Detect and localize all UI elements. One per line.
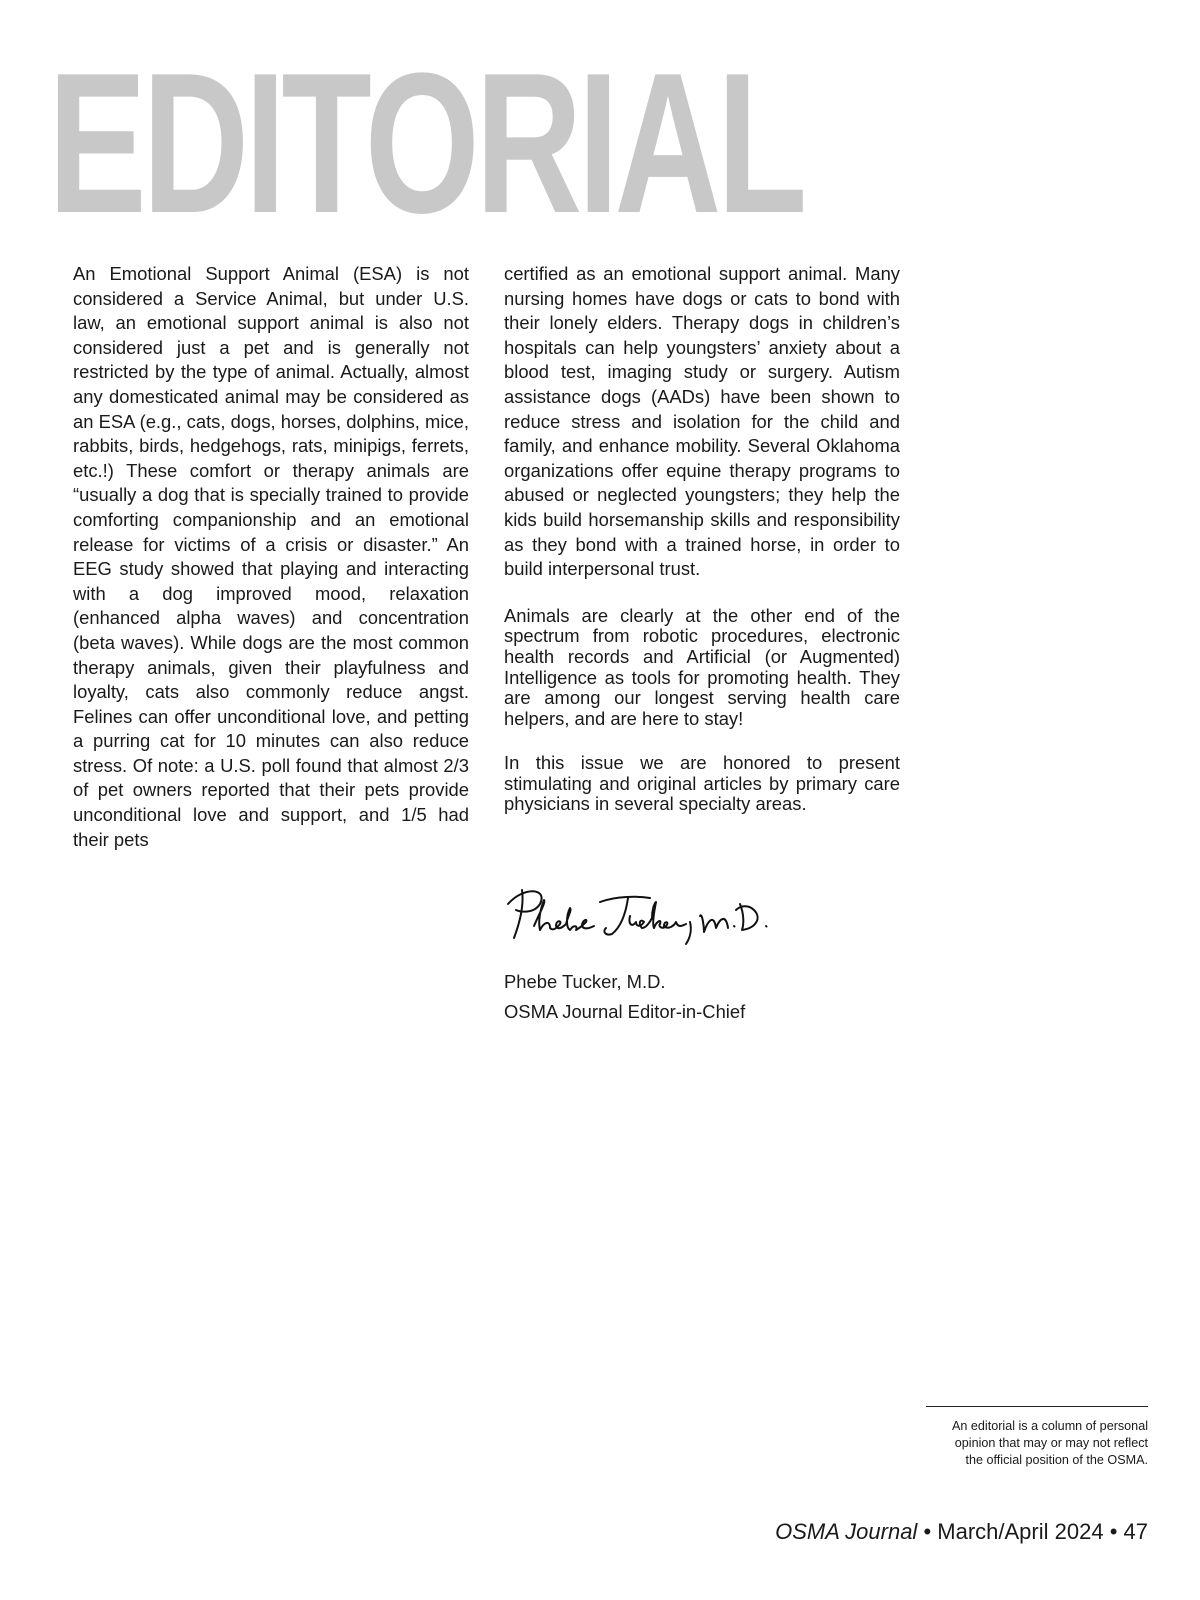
page-footer	[775, 1518, 1148, 1546]
body-paragraph: certified as an emotional support animal. Many nursing homes have dogs or cats to bond with their lonely elders. Therapy dogs in children’s hospitals can help youngsters’ anxiety about a blood test, imaging study or surgery. Autism assistance dogs (AADs) have been shown to reduce stress and isolation for the child and family, and enhance mobility. Several Oklahoma organizations offer equine therapy programs to abused or neglected youngsters; they help the kids build horsemanship skills and responsibility as they bond with a trained horse, in order to build interpersonal trust.	[504, 263, 900, 580]
footer-issue: March/April 2024	[937, 1519, 1104, 1544]
disclaimer-divider	[926, 1406, 1148, 1407]
page-masthead: EDITORIAL	[48, 32, 803, 255]
disclaimer-line: the official position of the OSMA.	[965, 1453, 1148, 1467]
author-name: Phebe Tucker, M.D.	[504, 971, 666, 992]
body-paragraph: In this issue we are honored to present stimulating and original articles by primary care physicians in several specialty areas.	[504, 752, 900, 815]
page-number: 47	[1123, 1519, 1148, 1544]
body-paragraph: Animals are clearly at the other end of the spectrum from robotic procedures, electronic health records and Artificial (or Augmented) Intelligence as tools for promoting health. They are among our longest serving health care helpers, and are here to stay!	[504, 604, 900, 729]
footer-separator: •	[917, 1519, 938, 1544]
footer-separator: •	[1103, 1519, 1124, 1544]
disclaimer-line: An editorial is a column of personal	[951, 1419, 1148, 1433]
author-title: OSMA Journal Editor-in-Chief	[504, 1001, 746, 1022]
disclaimer-note	[900, 1418, 1148, 1469]
disclaimer-line: opinion that may or may not reflect	[954, 1436, 1148, 1450]
footer-journal-name: OSMA Journal	[775, 1519, 918, 1544]
body-paragraph: An Emotional Support Animal (ESA) is not considered a Service Animal, but under U.S. law, an emotional support animal is also not considered just a pet and is generally not restricted by the type of animal. Actually, almost any domesticated animal may be considered as an ESA (e.g., cats, dogs, horses, dolphins, mice, rabbits, birds, hedgehogs, rats, minipigs, ferrets, etc.!) These comfort or therapy animals are “usually a dog that is specially trained to provide comforting companionship and an emotional release for victims of a crisis or disaster.” An EEG study showed that playing and interacting with a dog improved mood, relaxation (enhanced alpha waves) and concentration (beta waves). While dogs are the most common therapy animals, given their playfulness and loyalty, cats also commonly reduce angst. Felines can offer unconditional love, and petting a purring cat for 10 minutes can also reduce stress. Of note: a U.S. poll found that almost 2/3 of pet owners reported that their pets provide unconditional love and support, and 1/5 had their pets	[73, 263, 469, 850]
handwritten-signature	[504, 882, 784, 962]
left-column	[73, 262, 469, 876]
right-column	[504, 262, 900, 839]
